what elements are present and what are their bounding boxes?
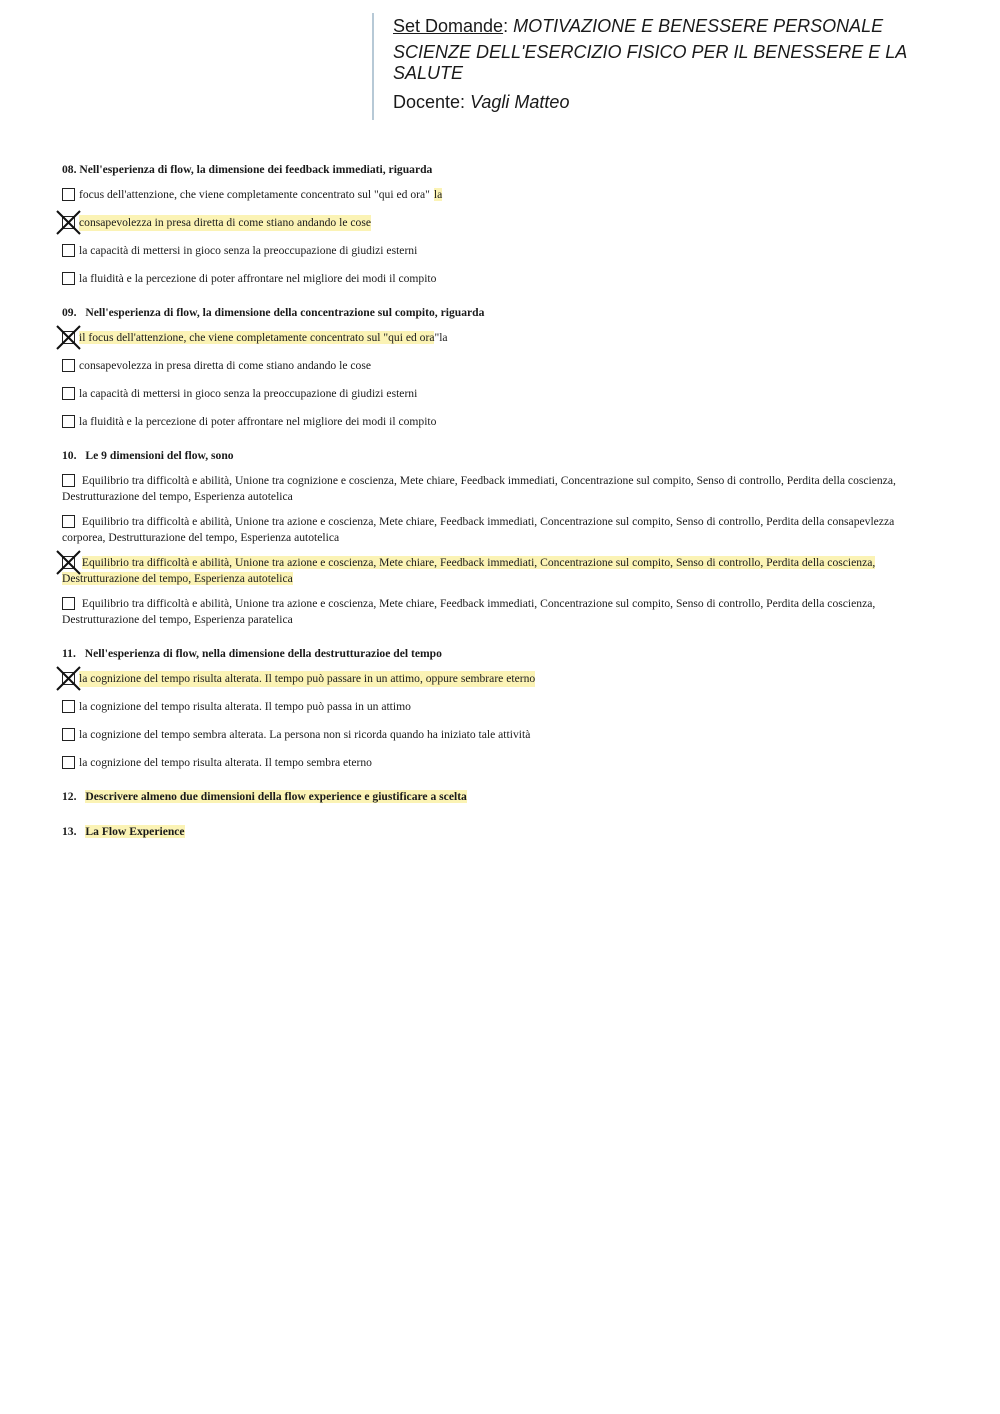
option-text: consapevolezza in presa diretta di come stiano andando le cose: [79, 359, 371, 372]
option-text: la cognizione del tempo sembra alterata. La persona non si ricorda quando ha iniziato tale attività: [79, 728, 531, 741]
option-text: Equilibrio tra difficoltà e abilità, Unione tra azione e coscienza, Mete chiare, Feedback immediati, Concentrazione sul compito, Senso di controllo, Perdita della coscienza, Destrutturazione del tempo, Esperienza autotelica: [62, 556, 876, 585]
question-number: 13.: [62, 825, 77, 838]
set-line: Set Domande: MOTIVAZIONE E BENESSERE PERSONALE: [393, 16, 884, 36]
question-number: 08.: [62, 163, 77, 176]
question-title: [62, 645, 937, 663]
checkbox[interactable]: [62, 728, 75, 741]
option-text: il focus dell'attenzione, che viene completamente concentrato sul "qui ed ora: [79, 331, 435, 344]
checkbox[interactable]: [62, 272, 75, 285]
option-text: focus dell'attenzione, che viene completamente concentrato sul "qui ed ora": [79, 188, 430, 201]
question-text: Nell'esperienza di flow, la dimensione dei feedback immediati, riguarda: [79, 163, 433, 176]
checkbox[interactable]: [62, 415, 75, 428]
question-title: [62, 447, 937, 465]
checkbox[interactable]: [62, 387, 75, 400]
option-text: Equilibrio tra difficoltà e abilità, Unione tra cognizione e coscienza, Mete chiare, Feedback immediati, Concentrazione sul compito, Senso di controllo, Perdita della coscienza, Destrutturazione del tempo, Esperienza autotelica: [62, 474, 896, 503]
question-title: [62, 823, 937, 841]
option[interactable]: [62, 727, 937, 743]
question-text: La Flow Experience: [85, 825, 185, 838]
question-title: [62, 788, 937, 806]
cross-mark-icon: [56, 325, 81, 350]
question-text: Descrivere almeno due dimensioni della flow experience e giustificare a scelta: [85, 790, 467, 803]
option-text: la cognizione del tempo risulta alterata. Il tempo sembra eterno: [79, 756, 372, 769]
question-10: [62, 447, 937, 628]
option-text: la cognizione del tempo risulta alterata. Il tempo può passa in un attimo: [79, 700, 411, 713]
question-text: Nell'esperienza di flow, nella dimensione della destrutturazioe del tempo: [84, 647, 442, 660]
option-text: Equilibrio tra difficoltà e abilità, Unione tra azione e coscienza, Mete chiare, Feedback immediati, Concentrazione sul compito, Senso di controllo, Perdita della consapevlezza corporea, Destrutturazione del tempo, Esperienza autotelica: [62, 515, 895, 544]
option-selected[interactable]: [62, 555, 937, 587]
teacher-name: Vagli Matteo: [470, 92, 570, 112]
question-title: [62, 304, 937, 322]
cross-mark-icon: [56, 550, 81, 575]
checkbox-checked[interactable]: [62, 216, 75, 229]
checkbox[interactable]: [62, 597, 75, 610]
cross-mark-icon: [56, 210, 81, 235]
option[interactable]: [62, 386, 937, 402]
question-08: [62, 161, 937, 287]
option-tail: la: [433, 188, 443, 201]
option[interactable]: [62, 271, 937, 287]
set-title: MOTIVAZIONE E BENESSERE PERSONALE: [513, 16, 884, 36]
question-number: 12.: [62, 790, 77, 803]
course-title: SCIENZE DELL'ESERCIZIO FISICO PER IL BENESSERE E LA SALUTE: [393, 42, 907, 83]
question-number: 11.: [62, 647, 76, 660]
option-selected[interactable]: [62, 671, 937, 687]
option-selected[interactable]: [62, 215, 937, 231]
question-11: [62, 645, 937, 771]
question-13: [62, 823, 937, 841]
checkbox-checked[interactable]: [62, 556, 75, 569]
option-selected[interactable]: [62, 330, 937, 346]
checkbox[interactable]: [62, 474, 75, 487]
question-text: Le 9 dimensioni del flow, sono: [85, 449, 234, 462]
question-list: [62, 161, 937, 858]
set-label: Set Domande: [393, 16, 504, 36]
option-text: la fluidità e la percezione di poter affrontare nel migliore dei modi il compito: [79, 415, 437, 428]
option[interactable]: [62, 755, 937, 771]
checkbox[interactable]: [62, 515, 75, 528]
option[interactable]: [62, 596, 937, 628]
checkbox-checked[interactable]: [62, 672, 75, 685]
question-text: Nell'esperienza di flow, la dimensione della concentrazione sul compito, riguarda: [85, 306, 485, 319]
question-12: [62, 788, 937, 806]
checkbox[interactable]: [62, 359, 75, 372]
option[interactable]: [62, 243, 937, 259]
question-number: 10.: [62, 449, 77, 462]
option[interactable]: [62, 699, 937, 715]
cross-mark-icon: [56, 666, 81, 691]
option[interactable]: [62, 358, 937, 374]
option-text: la capacità di mettersi in gioco senza la preoccupazione di giudizi esterni: [79, 387, 418, 400]
question-number: 09.: [62, 306, 77, 319]
option-text: la capacità di mettersi in gioco senza la preoccupazione di giudizi esterni: [79, 244, 418, 257]
teacher-line: [393, 90, 952, 114]
header: [372, 13, 952, 120]
teacher-label: Docente:: [393, 92, 466, 112]
checkbox[interactable]: [62, 244, 75, 257]
option[interactable]: [62, 514, 937, 546]
question-title: [62, 161, 937, 179]
option-text: la fluidità e la percezione di poter affrontare nel migliore dei modi il compito: [79, 272, 437, 285]
option[interactable]: [62, 473, 937, 505]
option-text: la cognizione del tempo risulta alterata. Il tempo può passare in un attimo, oppure sembrare eterno: [79, 672, 536, 685]
checkbox[interactable]: [62, 700, 75, 713]
option-text: Equilibrio tra difficoltà e abilità, Unione tra azione e coscienza, Mete chiare, Feedback immediati, Concentrazione sul compito, Senso di controllo, Perdita della coscienza, Destrutturazione del tempo, Esperienza paratelica: [62, 597, 876, 626]
option-text: consapevolezza in presa diretta di come stiano andando le cose: [79, 216, 371, 229]
option[interactable]: [62, 414, 937, 430]
question-09: [62, 304, 937, 430]
checkbox-checked[interactable]: [62, 331, 75, 344]
checkbox[interactable]: [62, 756, 75, 769]
option[interactable]: [62, 187, 937, 203]
checkbox[interactable]: [62, 188, 75, 201]
option-tail: "la: [434, 331, 448, 344]
